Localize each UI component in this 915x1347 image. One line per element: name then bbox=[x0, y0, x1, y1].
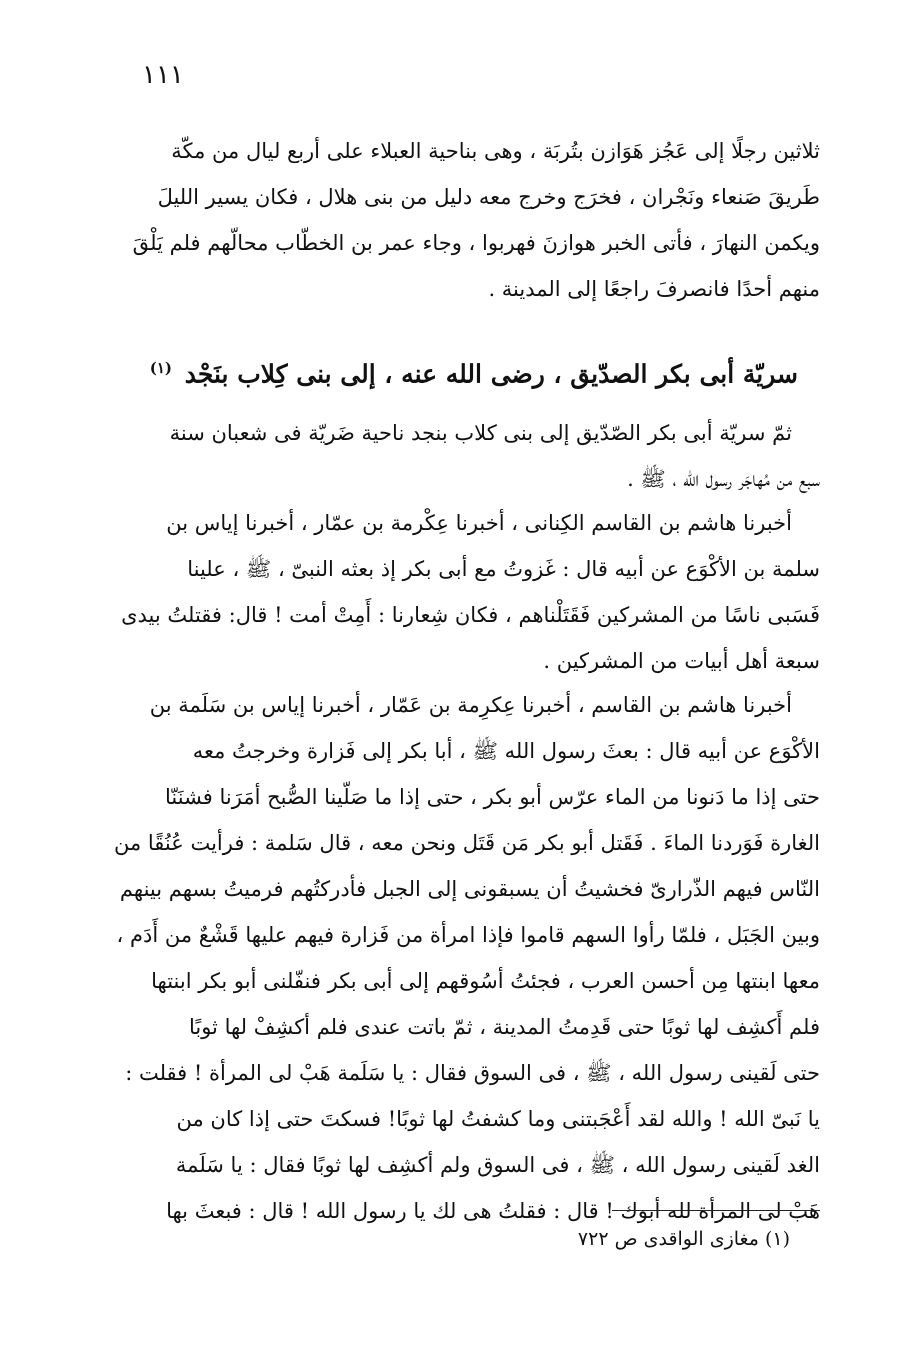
section-heading-text: سريّة أبى بكر الصدّيق ، رضى الله عنه ، إلى بنى كِلاب بنَجْد bbox=[184, 359, 798, 389]
text-line: الغد لَقينى رسول الله ، ﷺ ، فى السوق ولم أكشِف لها ثوبًا فقال : يا سَلَمة bbox=[175, 1153, 820, 1177]
text-line: سبع من مُهاجَر رسول الله ، ﷺ . bbox=[627, 467, 820, 491]
paragraph-intro bbox=[108, 410, 820, 502]
text-line: حتى لَقينى رسول الله ، ﷺ ، فى السوق فقال : يا سَلَمة هَبْ لى المرأة ! فقلت : bbox=[125, 1061, 820, 1085]
text-line: وبين الجَبَل ، فلمّا رأوا السهم قاموا فإذا امرأة من فَزارة فيهم عليها قَشْعٌ من أَدَم ، bbox=[116, 923, 820, 947]
paragraph-continuation bbox=[108, 128, 820, 312]
text-line: طَريقَ صَنعاء ونَجْران ، فخرَج وخرج معه دليل من بنى هلال ، فكان يسير الليلَ bbox=[157, 185, 820, 209]
text-line: سبعة أهل أبيات من المشركين . bbox=[543, 649, 820, 673]
footnote: (١) مغازى الواقدى ص ٧٢٢ bbox=[577, 1228, 790, 1250]
text-line: هَبْ لى المرأة لله أبوك ! قال : فقلتُ هى لك يا رسول الله ! قال : فبعثَ بها bbox=[166, 1199, 820, 1223]
text-line: ثلاثين رجلًا إلى عَجُز هَوَازن بتُربَة ، وهى بناحية العبلاء على أربع ليال من مكّة bbox=[171, 139, 820, 163]
paragraph-narration-2 bbox=[108, 682, 820, 1234]
text-line: ويكمن النهارَ ، فأتى الخبر هوازنَ فهربوا ، وجاء عمر بن الخطّاب محالّهم فلم يَلْقَ bbox=[132, 231, 820, 255]
text-line: الأكْوَع عن أبيه قال : بعثَ رسول الله ﷺ ، أبا بكر إلى فَزارة وخرجتُ معه bbox=[192, 739, 820, 763]
text-line: أخبرنا هاشم بن القاسم الكِنانى ، أخبرنا عِكْرمة بن عمّار ، أخبرنا إياس بن bbox=[166, 511, 792, 535]
paragraph-narration-1 bbox=[108, 500, 820, 684]
text-line: الغارة فَوَردنا الماءَ . فَقَتل أبو بكر مَن قَتَل ونحن معه ، قال سَلمة : فرأيت عُنُقًا من bbox=[113, 831, 820, 855]
text-line: النّاس فيهم الذّرارىّ فخشيتُ أن يسبقونى إلى الجبل فأدركتُهم فرميتُ بسهم بينهم bbox=[119, 877, 820, 901]
text-line: معها ابنتها مِن أحسن العرب ، فجئتُ أسُوقهم إلى أبى بكر فنفّلنى أبو بكر ابنتها bbox=[151, 969, 820, 993]
footnote-reference: (١) bbox=[149, 359, 173, 377]
text-line: حتى إذا ما دَنونا من الماء عرّس أبو بكر ، حتى إذا ما صَلّينا الصُّبح أمَرَنا فشنَنّا bbox=[165, 785, 820, 809]
text-line: أخبرنا هاشم بن القاسم ، أخبرنا عِكرِمة بن عَمّار ، أخبرنا إياس بن سَلَمة بن bbox=[149, 693, 792, 717]
text-line: يا نَبىّ الله ! والله لقد أَعْجَبتنى وما كشفتُ لها ثوبًا! فسكتَ حتى إذا كان من bbox=[176, 1107, 820, 1131]
text-line: فَسَبى ناسًا من المشركين فَقَتَلْناهم ، فكان شِعارنا : أَمِتْ أمت ! قال: فقتلتُ بيدى bbox=[121, 603, 820, 627]
text-line: منهم أحدًا فانصرفَ راجعًا إلى المدينة . bbox=[488, 277, 820, 301]
footnote-divider bbox=[612, 1210, 820, 1211]
text-line: فلم أَكشِف لها ثوبًا حتى قَدِمتُ المدينة ، ثمّ باتت عندى فلم أكشِفْ لها ثوبًا bbox=[188, 1015, 820, 1039]
section-heading bbox=[108, 348, 798, 394]
text-line: سلمة بن الأكْوَع عن أبيه قال : غَزوتُ مع أبى بكر إذ بعثه النبىّ ، ﷺ ، علينا bbox=[187, 557, 820, 581]
text-line: ثمّ سريّة أبى بكر الصّدّيق إلى بنى كلاب بنجد ناحية ضَريّة فى شعبان سنة bbox=[169, 421, 792, 445]
page-number: ١١١ bbox=[142, 60, 184, 90]
